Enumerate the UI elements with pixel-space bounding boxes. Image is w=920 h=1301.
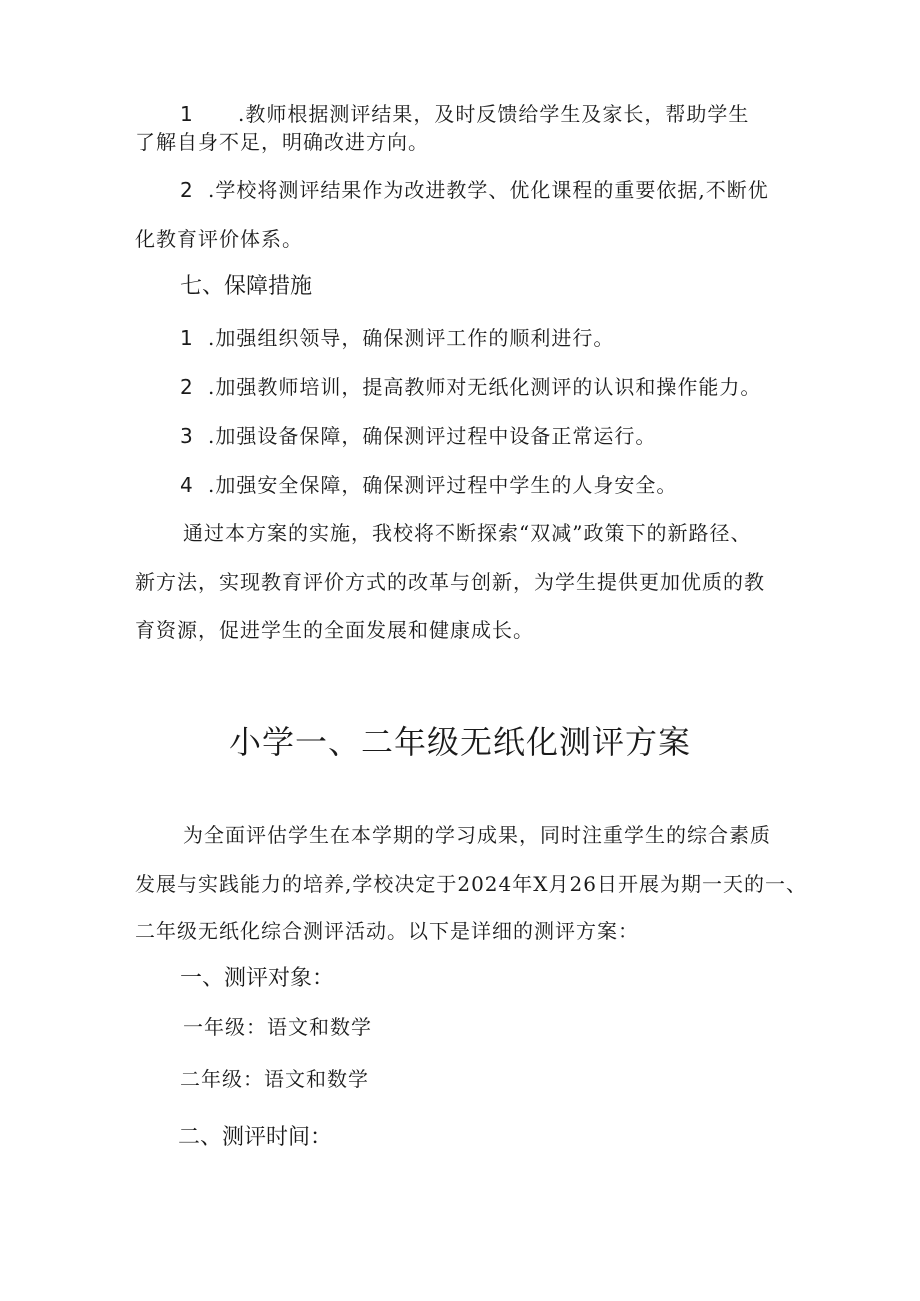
section7-item-2: 2 .加强教师培训，提高教师对无纸化测评的认识和操作能力。 bbox=[180, 375, 762, 399]
intro-paragraph-line3: 二年级无纸化综合测评活动。以下是详细的测评方案： bbox=[135, 919, 639, 943]
section6-item-1-line2: 了解自身不足，明确改进方向。 bbox=[135, 130, 429, 154]
intro-paragraph-line1: 为全面评估学生在本学期的学习成果，同时注重学生的综合素质 bbox=[183, 823, 771, 847]
section7-heading: 七、保障措施 bbox=[180, 274, 313, 299]
closing-paragraph-line1: 通过本方案的实施，我校将不断探索“双减”政策下的新路径、 bbox=[183, 521, 752, 545]
item-number: 4 bbox=[180, 473, 194, 497]
section6-item-2-line1: 2 .学校将测评结果作为改进教学、优化课程的重要依据,不断优 bbox=[180, 178, 769, 202]
grade2-subjects: 二年级：语文和数学 bbox=[180, 1067, 369, 1091]
item-number: 3 bbox=[180, 424, 194, 448]
closing-paragraph-line3: 育资源，促进学生的全面发展和健康成长。 bbox=[135, 618, 534, 642]
item-number: 1 bbox=[180, 102, 194, 126]
section7-item-1: 1 .加强组织领导，确保测评工作的顺利进行。 bbox=[180, 326, 615, 350]
section2-heading: 二、测评时间： bbox=[178, 1125, 333, 1150]
section6-item-1-line1: 1 .教师根据测评结果，及时反馈给学生及家长，帮助学生 bbox=[180, 102, 750, 126]
intro-paragraph-line2: 发展与实践能力的培养,学校决定于2024年X月26日开展为期一天的一、 bbox=[135, 872, 807, 896]
section7-item-3: 3 .加强设备保障，确保测评过程中设备正常运行。 bbox=[180, 424, 657, 448]
section6-item-2-line2: 化教育评价体系。 bbox=[135, 227, 303, 251]
grade1-subjects: 一年级：语文和数学 bbox=[183, 1015, 372, 1039]
section1-heading: 一、测评对象： bbox=[180, 966, 335, 991]
document-title: 小学一、二年级无纸化测评方案 bbox=[228, 723, 691, 761]
item-number: 2 bbox=[180, 375, 194, 399]
closing-paragraph-line2: 新方法，实现教育评价方式的改革与创新，为学生提供更加优质的教 bbox=[135, 570, 765, 594]
section7-item-4: 4 .加强安全保障，确保测评过程中学生的人身安全。 bbox=[180, 473, 678, 497]
item-number: 1 bbox=[180, 326, 194, 350]
item-number: 2 bbox=[180, 178, 194, 202]
